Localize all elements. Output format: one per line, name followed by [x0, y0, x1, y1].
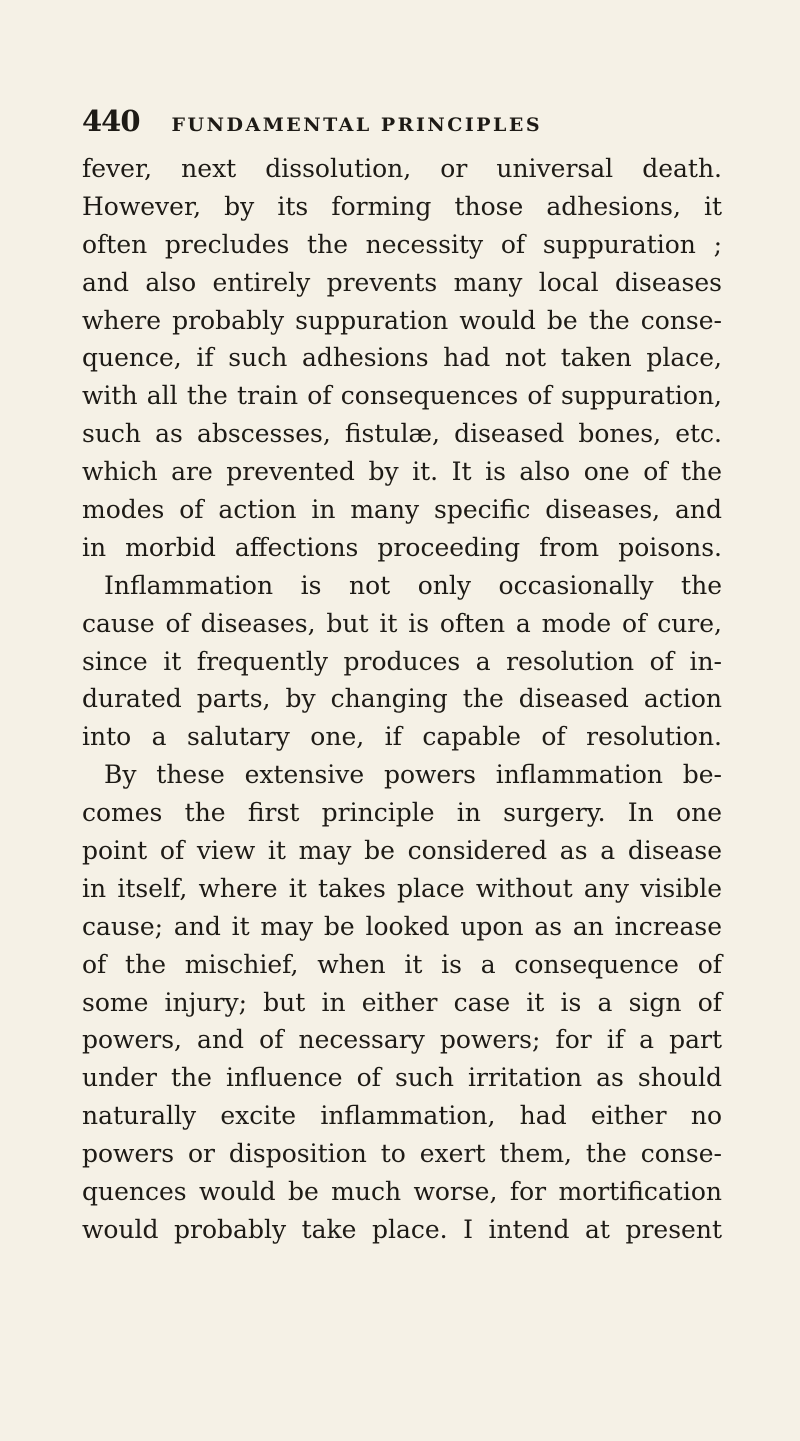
text-line: in itself, where it takes place without any visible [82, 873, 722, 903]
paragraph-start-line: Inflammation is not only occasionally the [104, 570, 722, 600]
text-line: with all the train of consequences of suppuration, [82, 381, 722, 411]
text-line: some injury; but in either case it is a sign of [82, 987, 722, 1017]
text-line: comes the first principle in surgery. In one [82, 798, 722, 828]
paragraph-start-line: By these extensive powers inflammation be- [104, 760, 722, 790]
running-head [82, 104, 722, 144]
text-line: cause; and it may be looked upon as an increase [82, 911, 722, 941]
text-line: point of view it may be considered as a disease [82, 836, 722, 866]
text-line: would probably take place. I intend at present [82, 1214, 722, 1244]
page-number: 440 [82, 104, 140, 138]
text-line: and also entirely prevents many local diseases [82, 267, 722, 297]
text-line: which are prevented by it. It is also one of the [82, 457, 722, 487]
text-line: quences would be much worse, for mortification [82, 1177, 722, 1207]
text-line: into a salutary one, if capable of resolution. [82, 722, 722, 752]
running-title: FUNDAMENTAL PRINCIPLES [171, 114, 543, 136]
text-line: where probably suppuration would be the conse- [82, 305, 722, 335]
text-line: since it frequently produces a resolution of in- [82, 646, 722, 676]
text-line: naturally excite inflammation, had either no [82, 1101, 722, 1131]
text-line: powers, and of necessary powers; for if a part [82, 1025, 722, 1055]
text-line: in morbid affections proceeding from poisons. [82, 532, 722, 562]
text-line: powers or disposition to exert them, the conse- [82, 1139, 722, 1169]
body-text [82, 150, 722, 1249]
text-line: modes of action in many specific diseases, and [82, 495, 722, 525]
text-line: cause of diseases, but it is often a mode of cure, [82, 608, 722, 638]
text-line: fever, next dissolution, or universal death. [82, 154, 722, 183]
text-line: of the mischief, when it is a consequence of [82, 949, 722, 979]
text-line: However, by its forming those adhesions, it [82, 191, 722, 221]
text-line: durated parts, by changing the diseased action [82, 684, 722, 714]
text-line: often precludes the necessity of suppuration ; [82, 229, 722, 259]
text-line: under the influence of such irritation as should [82, 1063, 722, 1093]
text-line: quence, if such adhesions had not taken place, [82, 343, 722, 373]
text-line: such as abscesses, fistulæ, diseased bones, etc. [82, 419, 722, 449]
